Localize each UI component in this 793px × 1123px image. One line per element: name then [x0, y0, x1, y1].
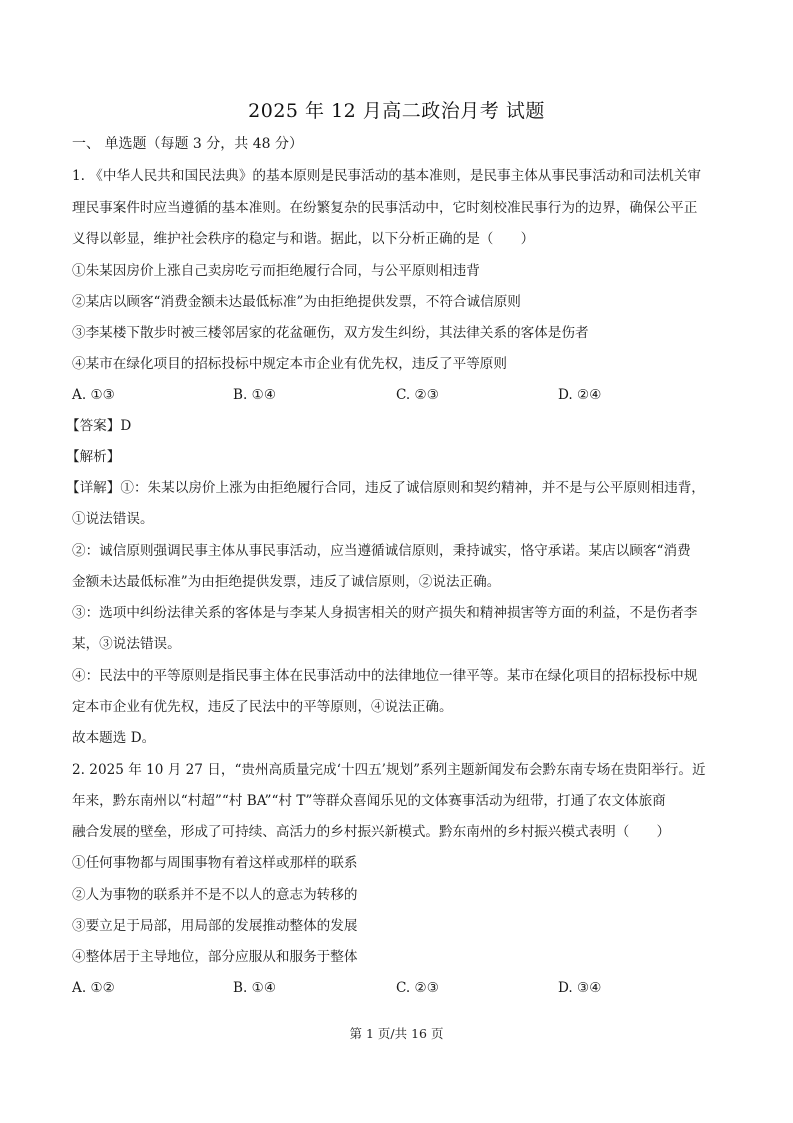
q2-options	[72, 978, 724, 998]
q1-analysis-label: 【解析】	[66, 449, 121, 465]
q2-statement-4: ④整体居于主导地位，部分应服从和服务于整体	[72, 949, 358, 965]
q1-option-a: A. ①③	[72, 387, 115, 403]
q2-option-a: A. ①②	[72, 980, 115, 996]
q1-detail-line-1: 【详解】①：朱某以房价上涨为由拒绝履行合同，违反了诚信原则和契约精神，并不是与公平原则相违背，	[66, 480, 705, 496]
q1-answer: 【答案】D	[66, 418, 132, 434]
q1-detail-line-2: ①说法错误。	[72, 511, 154, 527]
q1-detail-line-8: 定本市企业有优先权，违反了民法中的平等原则，④说法正确。	[72, 699, 453, 715]
q1-detail-line-3: ②：诚信原则强调民事主体从事民事活动，应当遵循诚信原则，秉持诚实，恪守承诺。某店以顾客“消费	[72, 543, 691, 559]
q1-stem-line-2: 理民事案件时应当遵循的基本准则。在纷繁复杂的民事活动中，它时刻校准民事行为的边界，确保公平正	[72, 200, 698, 216]
q2-option-c: C. ②③	[396, 980, 439, 996]
q2-stem-line-3: 融合发展的壁垒，形成了可持续、高活力的乡村振兴新模式。黔东南州的乡村振兴模式表明（ ）	[72, 824, 671, 840]
page-title: 2025 年 12 月高二政治月考 试题	[248, 100, 545, 122]
q1-detail-line-5: ③：选项中纠纷法律关系的客体是与李某人身损害相关的财产损失和精神损害等方面的利益，不是伤者李	[72, 605, 698, 621]
q2-option-b: B. ①④	[233, 980, 277, 996]
q1-statement-3: ③李某楼下散步时被三楼邻居家的花盆砸伤，双方发生纠纷，其法律关系的客体是伤者	[72, 325, 589, 341]
q2-statement-3: ③要立足于局部，用局部的发展推动整体的发展	[72, 918, 358, 934]
q2-statement-2: ②人为事物的联系并不是不以人的意志为转移的	[72, 887, 358, 903]
section-header: 一、 单选题（每题 3 分，共 48 分）	[72, 136, 303, 152]
q1-statement-1: ①朱某因房价上涨自己卖房吃亏而拒绝履行合同，与公平原则相违背	[72, 263, 480, 279]
q1-detail-line-9: 故本题选 D。	[72, 730, 156, 746]
q1-detail-line-6: 某，③说法错误。	[72, 636, 181, 652]
q1-detail-line-4: 金额未达最低标准”为由拒绝提供发票，违反了诚信原则，②说法正确。	[72, 574, 501, 590]
q1-statement-2: ②某店以顾客“消费金额未达最低标准”为由拒绝提供发票，不符合诚信原则	[72, 294, 521, 310]
page-footer: 第 1 页/共 16 页	[349, 1026, 444, 1041]
q1-stem-line-3: 义得以彰显，维护社会秩序的稳定与和谐。据此，以下分析正确的是（ ）	[72, 231, 535, 247]
q1-statement-4: ④某市在绿化项目的招标投标中规定本市企业有优先权，违反了平等原则	[72, 356, 507, 372]
q1-stem-line-1: 1. 《中华人民共和国民法典》的基本原则是民事活动的基本准则，是民事主体从事民事活动和司法机关审	[72, 168, 702, 184]
q2-statement-1: ①任何事物都与周围事物有着这样或那样的联系	[72, 855, 358, 871]
q1-option-b: B. ①④	[233, 387, 277, 403]
q2-option-d: D. ③④	[558, 980, 602, 996]
q1-detail-line-7: ④：民法中的平等原则是指民事主体在民事活动中的法律地位一律平等。某市在绿化项目的招标投标中规	[72, 668, 698, 684]
q1-option-d: D. ②④	[558, 387, 602, 403]
q1-option-c: C. ②③	[396, 387, 439, 403]
q2-stem-line-2: 年来，黔东南州以“村超”“村 BA”“村 T”等群众喜闻乐见的文体赛事活动为纽带，打通了农文体旅商	[72, 793, 666, 809]
q1-options	[72, 385, 724, 405]
q2-stem-line-1: 2. 2025 年 10 月 27 日，“贵州高质量完成‘十四五’规划”系列主题新闻发布会黔东南专场在贵阳举行。近	[72, 762, 706, 778]
